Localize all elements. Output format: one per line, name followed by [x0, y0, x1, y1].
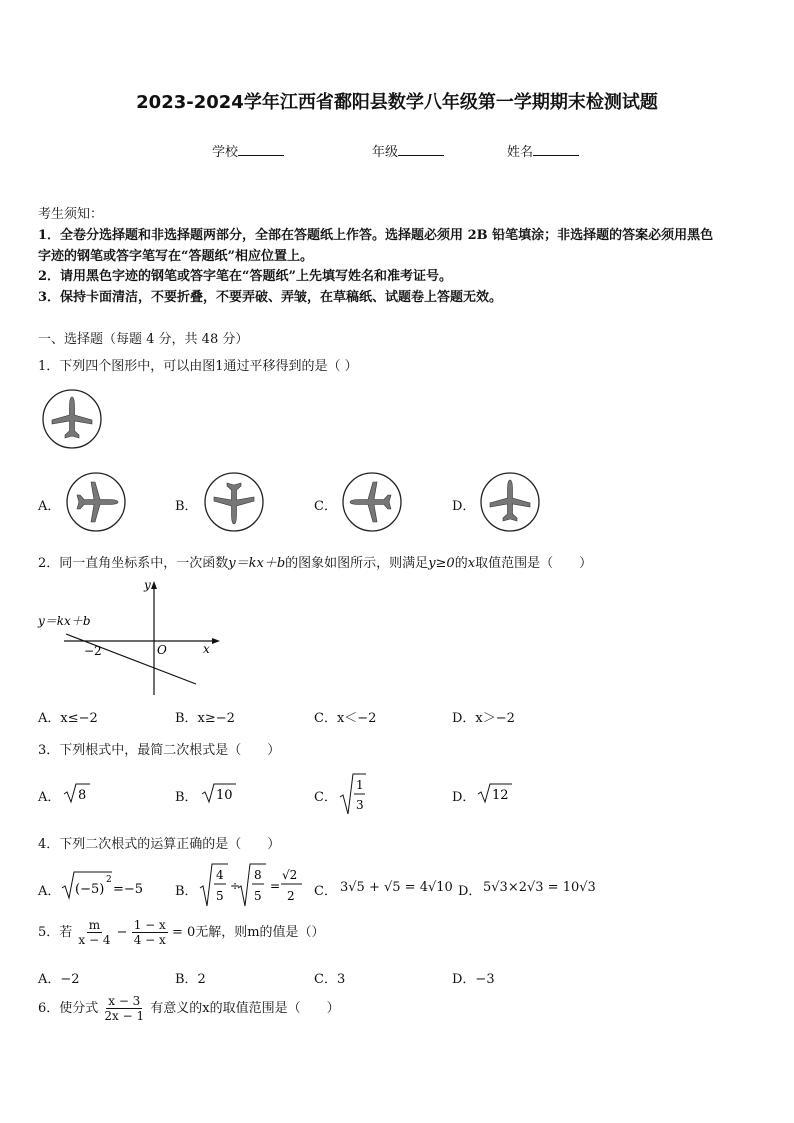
q2-stem-func: y＝kx＋b — [228, 556, 286, 571]
a-result: =−5 — [113, 882, 144, 897]
b-den-3: 2 — [287, 889, 295, 903]
grade-field — [372, 141, 444, 160]
q2-option-c: C．x＜−2 — [314, 711, 377, 726]
y-axis-arrow-icon — [151, 581, 157, 589]
axis-x-label: x — [203, 642, 210, 656]
notice-item: 字迹的钢笔或答字笔写在“答题纸”相应位置上。 — [38, 249, 313, 264]
q6-f-num: x − 3 — [108, 994, 141, 1008]
notice-heading: 考生须知： — [38, 207, 104, 222]
b-num-3: √2 — [282, 868, 298, 882]
q1-option-a-label: A． — [38, 499, 61, 514]
notice-item: 1．全卷分选择题和非选择题两部分，全部在答题纸上作答。选择题必须用 2B 铅笔填涂；非选择题的答案必须用黑色 — [38, 228, 714, 243]
b-num-2: 8 — [254, 868, 262, 882]
tick-label: −2 — [84, 644, 102, 658]
page-title: 2023-2024学年江西省鄱阳县数学八年级第一学期期末检测试题 — [136, 92, 658, 113]
q3-option-c-label: C． — [314, 790, 337, 805]
q1-option-d-label: D． — [452, 499, 476, 514]
figure-1-airplane — [40, 387, 104, 451]
q3-option-d-label: D． — [452, 790, 476, 805]
b-num-1: 4 — [216, 868, 224, 882]
q1-option-d-figure — [478, 470, 542, 534]
function-label: y＝kx＋b — [38, 614, 91, 628]
q4-option-b-label: B． — [175, 884, 198, 899]
q3-option-b-radical — [200, 780, 238, 806]
q1-option-c-label: C． — [314, 499, 337, 514]
frac-numerator: 1 — [356, 778, 364, 792]
x-axis-arrow-icon — [212, 638, 220, 644]
frac-denominator: 3 — [356, 798, 364, 812]
question-3-stem: 3．下列根式中，最简二次根式是（ ） — [38, 743, 281, 758]
q5-fraction-1 — [76, 918, 112, 947]
q4-option-b-expr — [198, 860, 306, 908]
q5-f1-num: m — [88, 918, 101, 932]
q2-stem-mid2: 的 — [454, 556, 468, 571]
q3-option-b-label: B． — [175, 790, 198, 805]
question-6-stem — [38, 994, 340, 1023]
question-2-stem — [38, 552, 592, 571]
q5-minus: − — [116, 925, 128, 940]
q2-option-d: D．x＞−2 — [452, 711, 515, 726]
q3-option-c-radical — [338, 771, 368, 817]
q5-f2-num: 1 − x — [133, 918, 166, 932]
radicand: 10 — [216, 788, 233, 803]
q6-f-den: 2x − 1 — [104, 1009, 145, 1023]
b-operator: ÷ — [230, 879, 241, 893]
question-1-stem: 1．下列四个图形中，可以由图1通过平移得到的是（ ） — [38, 359, 358, 374]
q5-option-b: B．2 — [175, 972, 206, 987]
q4-option-d-expr: 5√3×2√3 = 10√3 — [483, 880, 596, 895]
q6-stem-pre: 6．使分式 — [38, 1001, 99, 1016]
b-den-1: 5 — [216, 889, 224, 903]
section-heading: 一、选择题（每题 4 分，共 48 分） — [38, 332, 249, 347]
b-equals: = — [270, 879, 281, 893]
q5-option-c: C．3 — [314, 972, 346, 987]
axis-y-label: y — [144, 578, 151, 592]
q1-option-b-figure — [202, 470, 266, 534]
radicand: 8 — [78, 788, 87, 803]
q2-stem-x: x — [467, 556, 476, 571]
q2-graph — [36, 577, 226, 699]
grade-label: 年级 — [372, 145, 399, 160]
a-inner: (−5) — [75, 882, 105, 897]
q1-option-b-label: B． — [175, 499, 198, 514]
q2-stem-mid: 的图象如图所示，则满足 — [285, 556, 429, 571]
notice-item: 2．请用黑色字迹的钢笔或答字笔在“答题纸”上先填写姓名和准考证号。 — [38, 269, 453, 284]
q2-stem-pre: 2．同一直角坐标系中，一次函数 — [38, 556, 229, 571]
q5-f2-den: 4 − x — [133, 933, 166, 947]
q4-option-a-expr — [60, 868, 160, 902]
q1-option-c-figure — [340, 470, 404, 534]
school-label: 学校 — [212, 145, 239, 160]
q5-stem-pre: 5．若 — [38, 925, 73, 940]
grade-blank — [398, 142, 444, 156]
q6-fraction — [102, 994, 146, 1023]
radicand: 12 — [492, 788, 509, 803]
q1-option-a-figure — [64, 470, 128, 534]
q4-option-a-label: A． — [38, 884, 61, 899]
a-exponent: 2 — [106, 875, 112, 885]
school-blank — [238, 142, 284, 156]
q5-f1-den: x − 4 — [78, 933, 111, 947]
q2-stem-post: 取值范围是（ ） — [475, 556, 593, 571]
name-field — [507, 141, 579, 160]
q3-option-d-radical — [476, 780, 514, 806]
q3-option-a-radical — [62, 780, 92, 806]
q6-stem-post: 有意义的x的取值范围是（ ） — [150, 1001, 340, 1016]
q5-stem-post: = 0无解，则m的值是（） — [171, 925, 325, 940]
name-blank — [533, 142, 579, 156]
question-4-stem: 4．下列二次根式的运算正确的是（ ） — [38, 837, 281, 852]
origin-label: O — [157, 643, 167, 657]
q2-stem-cond: y≥0 — [428, 556, 455, 571]
q5-fraction-2 — [132, 918, 168, 947]
q5-option-d: D．−3 — [452, 972, 495, 987]
q4-option-c-label: C． — [314, 884, 337, 899]
q5-option-a: A．−2 — [38, 972, 80, 987]
notice-item: 3．保持卡面清洁，不要折叠，不要弄破、弄皱，在草稿纸、试题卷上答题无效。 — [38, 290, 503, 305]
school-field — [212, 141, 284, 160]
q3-option-a-label: A． — [38, 790, 61, 805]
q4-option-c-expr: 3√5 + √5 = 4√10 — [340, 880, 453, 895]
question-5-stem — [38, 918, 325, 947]
q4-option-d-label: D． — [458, 884, 482, 899]
q2-option-b: B．x≥−2 — [175, 711, 235, 726]
b-den-2: 5 — [254, 889, 262, 903]
q2-option-a: A．x≤−2 — [38, 711, 98, 726]
name-label: 姓名 — [507, 145, 534, 160]
